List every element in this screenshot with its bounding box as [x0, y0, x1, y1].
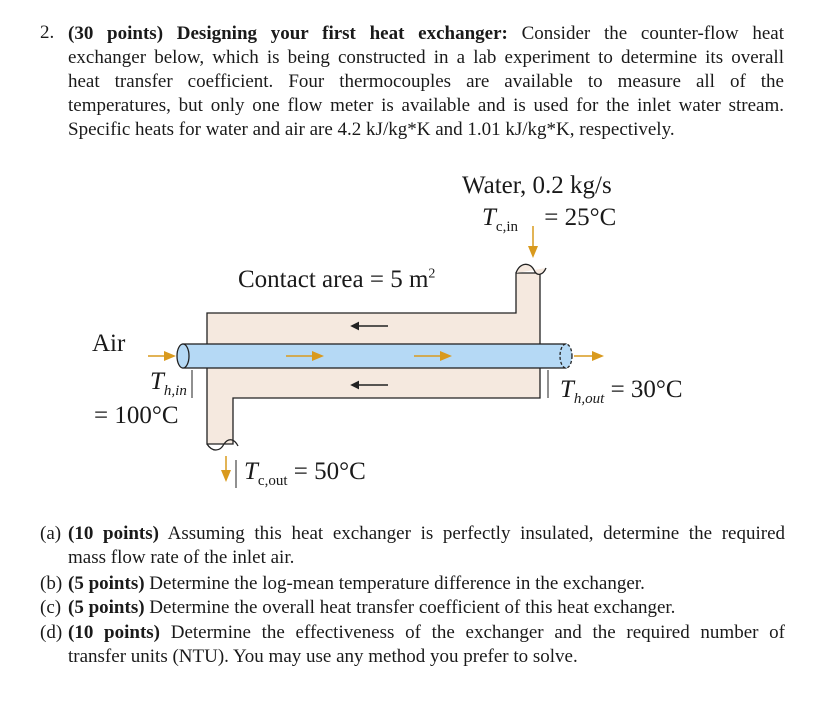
problem-points: (30 points)	[68, 23, 164, 44]
question-b: (b) (5 points) Determine the log-mean temperature difference in the exchanger.	[40, 573, 645, 594]
air-inlet-arrow	[148, 351, 176, 361]
contact-area-label: Contact area = 5 $m^2$	[238, 266, 436, 293]
intro-line-1: Consider the counter-flow heat	[521, 23, 785, 44]
tube-inlet-end	[177, 344, 189, 368]
water-flow-label: Water, 0.2 kg/s	[462, 172, 612, 199]
th-in-value: = 100°C	[94, 402, 179, 429]
intro-line-5: Specific heats for water and air are 4.2 kJ/kg*K and 1.01 kJ/kg*K, respectively.	[68, 119, 675, 140]
intro-line-3: heat transfer coefficient. Four thermocouples are available to measure all of the	[68, 71, 784, 92]
tc-out-label: $T_{c,out} = 50^\circ C$	[244, 458, 366, 489]
intro-line-4: temperatures, but only one flow meter is available and is used for the inlet water stream.	[68, 95, 784, 116]
tc-in-label: $T_{c,in} = 25^\circ C$	[482, 204, 617, 235]
problem-number: 2.	[40, 22, 55, 43]
air-tube	[183, 344, 566, 368]
air-outlet-arrow	[574, 351, 604, 361]
problem-title: Designing your first heat exchanger:	[176, 23, 508, 44]
question-c: (c) (5 points) Determine the overall heat transfer coefficient of this heat exchanger.	[40, 597, 676, 618]
th-in-label: $T_{h,in}$	[150, 368, 187, 399]
intro-line-2: exchanger below, which is being constructed in a lab experiment to determine its overall	[68, 47, 784, 68]
air-label: Air	[92, 330, 126, 357]
tube-outlet-end	[560, 344, 572, 368]
water-outlet-arrow	[221, 456, 231, 482]
th-out-label: $T_{h,out} = 30^\circ C$	[560, 376, 683, 407]
question-a: (a) (10 points) Assuming this heat exchanger is perfectly insulated, determine the required mass flow rate of the inlet air.	[40, 523, 786, 568]
question-d: (d) (10 points) Determine the effectiveness of the exchanger and the required number of transfer units (NTU). You may use any method you prefer to solve.	[40, 622, 785, 667]
